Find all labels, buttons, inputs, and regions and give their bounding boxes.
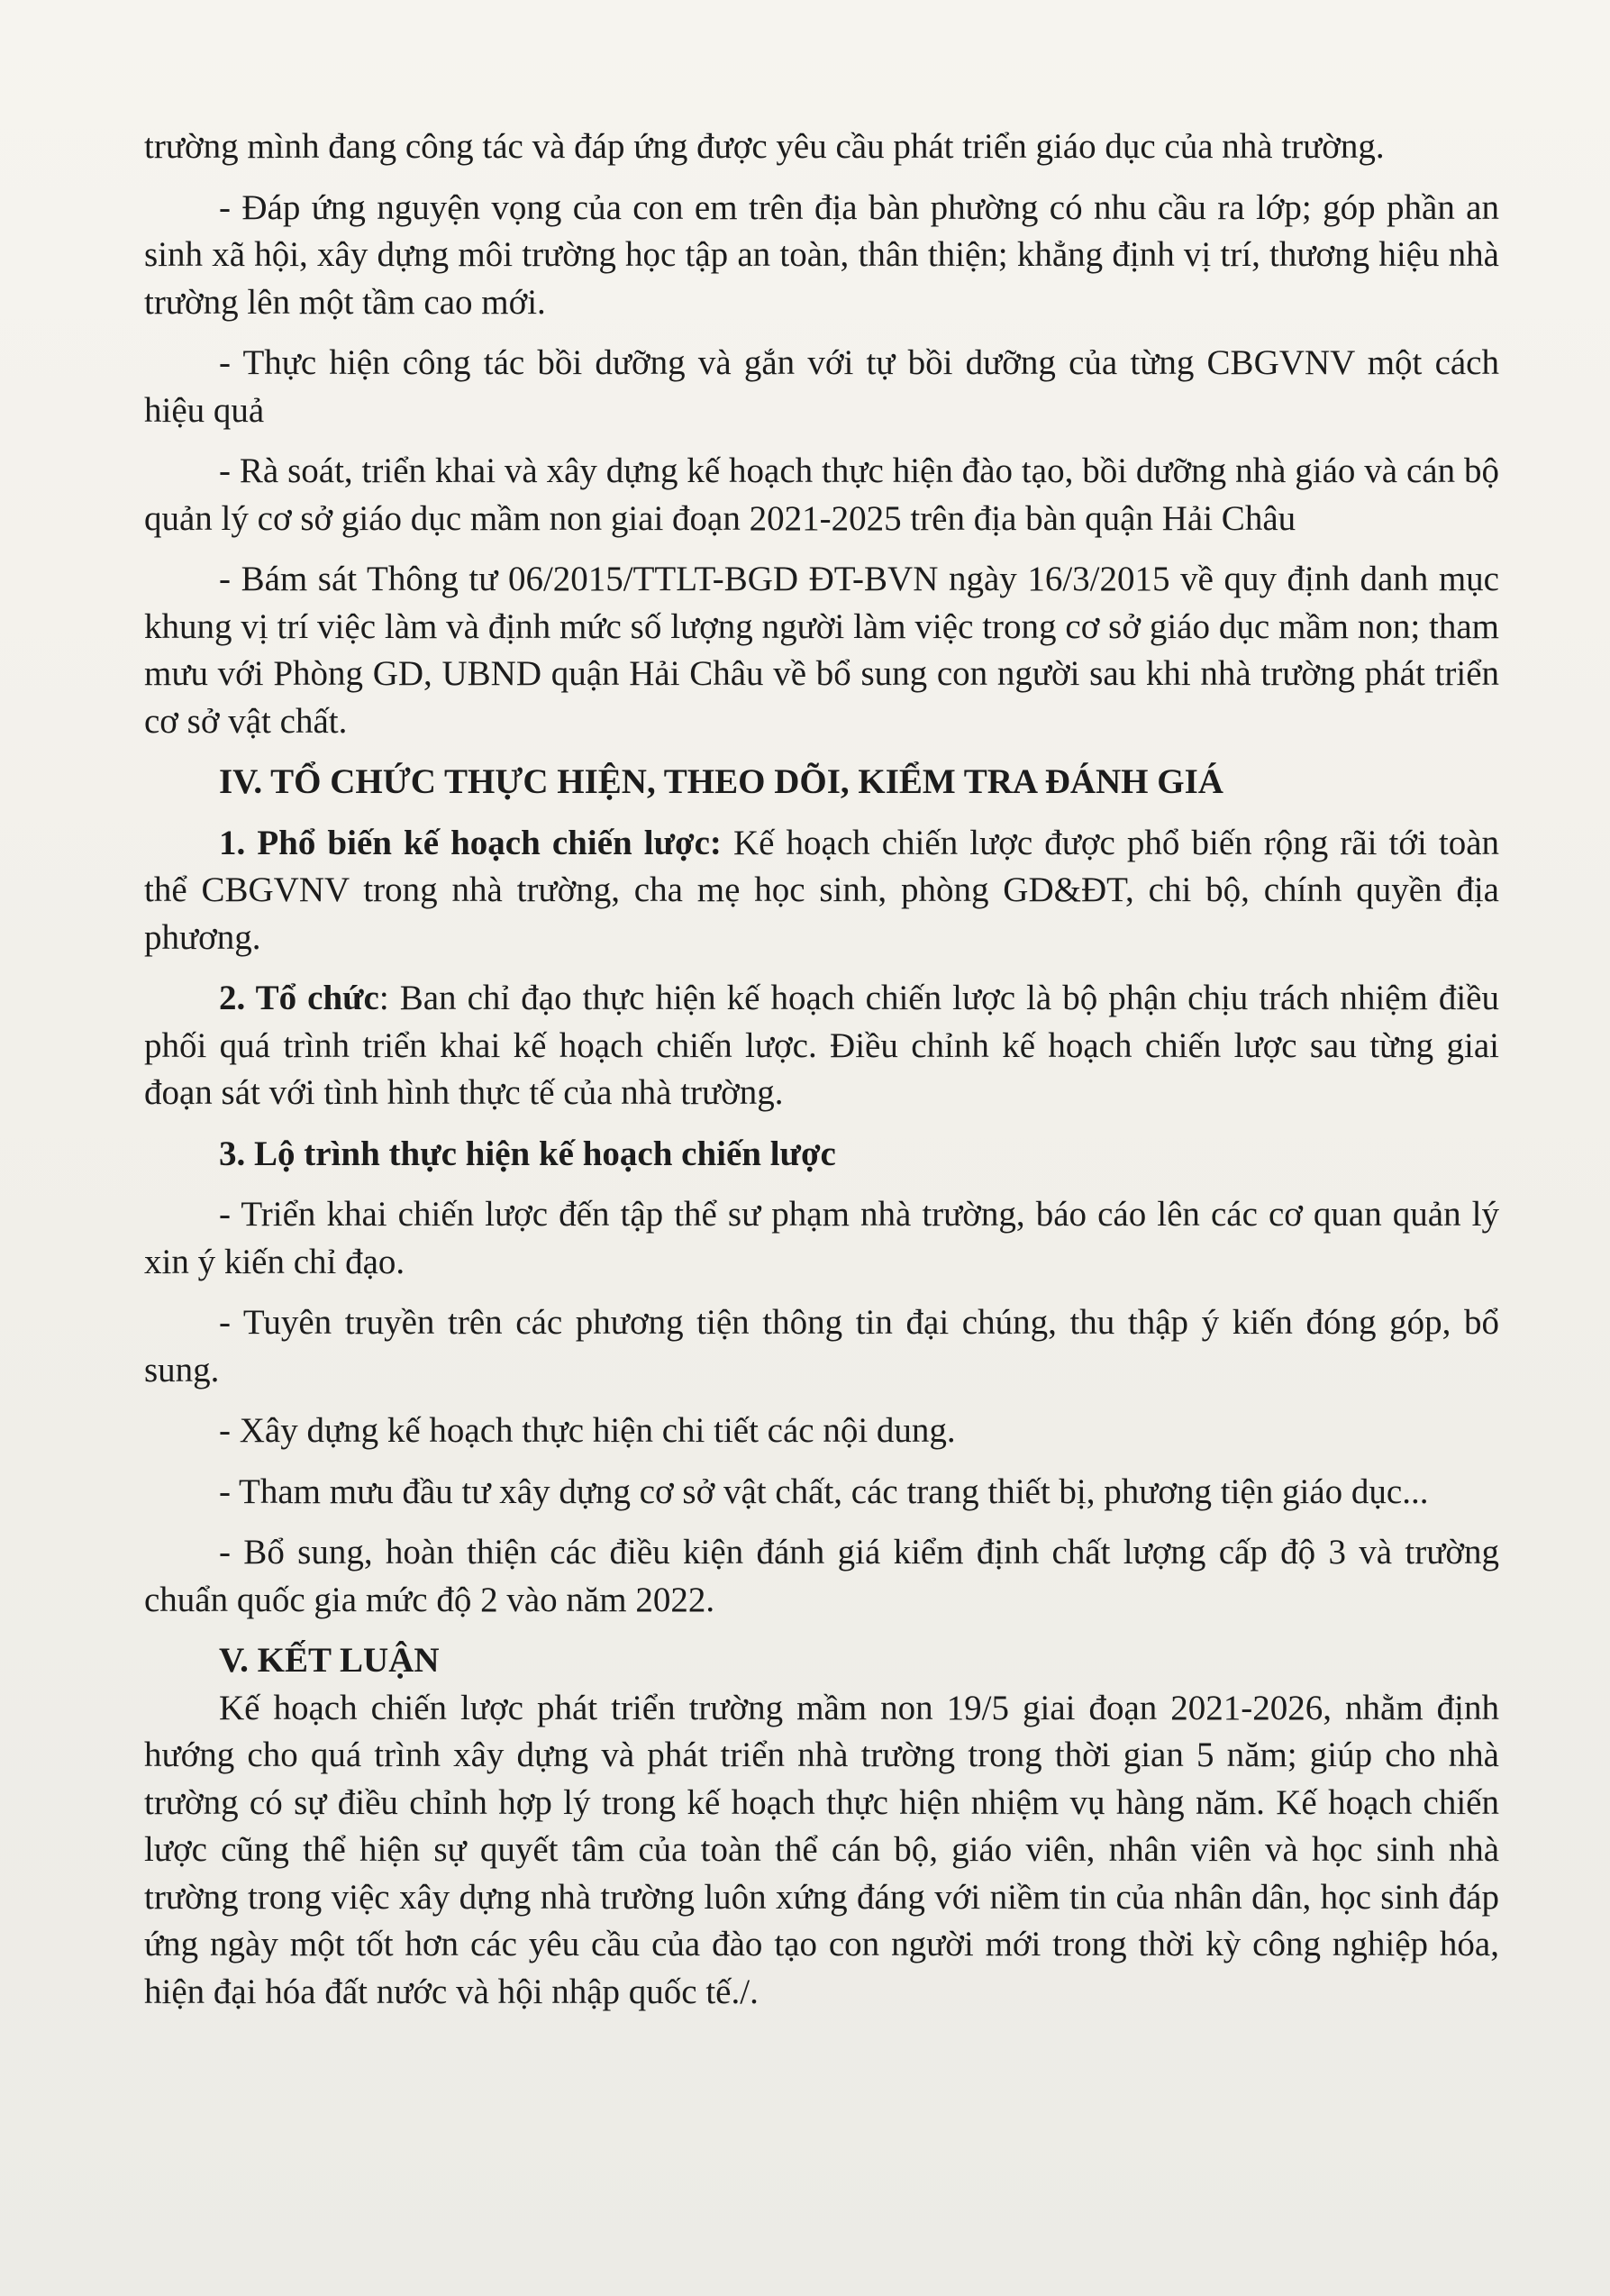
paragraph-bullet: - Thực hiện công tác bồi dưỡng và gắn với tự bồi dưỡng của từng CBGVNV một cách hiệu quả (144, 343, 1499, 430)
roadmap-bullet: - Bổ sung, hoàn thiện các điều kiện đánh giá kiểm định chất lượng cấp độ 3 và trường chuẩn quốc gia mức độ 2 vào năm 2022. (144, 1533, 1499, 1619)
section-heading-v: V. KẾT LUẬN (219, 1641, 440, 1680)
document-body (144, 123, 1499, 2016)
paragraph-bullet: - Rà soát, triển khai và xây dựng kế hoạch thực hiện đào tạo, bồi dưỡng nhà giáo và cán bộ quản lý cơ sở giáo dục mầm non giai đoạn 2021-2025 trên địa bàn quận Hải Châu (144, 451, 1499, 538)
paragraph-continuation: trường mình đang công tác và đáp ứng được yêu cầu phát triển giáo dục của nhà trường. (144, 127, 1385, 166)
item-1-text: Kế hoạch chiến lược được phổ biến rộng rãi tới toàn thể CBGVNV trong nhà trường, cha mẹ học sinh, phòng GD&ĐT, chi bộ, chính quyền địa phương. (144, 823, 1500, 957)
item-1-paragraph (144, 820, 1499, 962)
section-heading-iv: IV. TỔ CHỨC THỰC HIỆN, THEO DÕI, KIỂM TRA ĐÁNH GIÁ (219, 762, 1223, 801)
roadmap-bullet: - Tuyên truyền trên các phương tiện thông tin đại chúng, thu thập ý kiến đóng góp, bổ sung. (144, 1303, 1499, 1389)
conclusion-paragraph: Kế hoạch chiến lược phát triển trường mầm non 19/5 giai đoạn 2021-2026, nhằm định hướng cho quá trình xây dựng và phát triển nhà trường trong thời gian 5 năm; giúp cho nhà trường có sự điều chỉnh hợp lý trong kế hoạch thực hiện nhiệm vụ hàng năm. Kế hoạch chiến lược cũng thể hiện sự quyết tâm của toàn thể cán bộ, giáo viên, nhân viên và học sinh nhà trường trong việc xây dựng nhà trường luôn xứng đáng với niềm tin của nhân dân, học sinh đáp ứng ngày một tốt hơn các yêu cầu của đào tạo con người mới trong thời kỳ công nghiệp hóa, hiện đại hóa đất nước và hội nhập quốc tế./. (144, 1688, 1499, 2011)
roadmap-bullet: - Triển khai chiến lược đến tập thể sư phạm nhà trường, báo cáo lên các cơ quan quản lý xin ý kiến chỉ đạo. (144, 1195, 1499, 1281)
item-3-heading: 3. Lộ trình thực hiện kế hoạch chiến lược (219, 1134, 836, 1173)
item-2-text: : Ban chỉ đạo thực hiện kế hoạch chiến lược là bộ phận chịu trách nhiệm điều phối quá trình triển khai kế hoạch chiến lược. Điều chỉnh kế hoạch chiến lược sau từng giai đoạn sát với tình hình thực tế của nhà trường. (144, 979, 1499, 1112)
paragraph-bullet: - Đáp ứng nguyện vọng của con em trên địa bàn phường có nhu cầu ra lớp; góp phần an sinh xã hội, xây dựng môi trường học tập an toàn, thân thiện; khẳng định vị trí, thương hiệu nhà trường lên một tầm cao mới. (144, 187, 1499, 322)
item-1-label: 1. Phổ biến kế hoạch chiến lược: (219, 823, 722, 862)
paragraph-bullet: - Bám sát Thông tư 06/2015/TTLT-BGD ĐT-BVN ngày 16/3/2015 về quy định danh mục khung vị trí việc làm và định mức số lượng người làm việc trong cơ sở giáo dục mầm non; tham mưu với Phòng GD, UBND quận Hải Châu về bổ sung con người sau khi nhà trường phát triển cơ sở vật chất. (144, 560, 1499, 741)
item-2-label: 2. Tổ chức (219, 979, 379, 1017)
roadmap-bullet: - Tham mưu đầu tư xây dựng cơ sở vật chất, các trang thiết bị, phương tiện giáo dục... (219, 1471, 1429, 1511)
roadmap-bullet: - Xây dựng kế hoạch thực hiện chi tiết các nội dung. (219, 1411, 956, 1450)
item-2-paragraph (144, 975, 1499, 1117)
